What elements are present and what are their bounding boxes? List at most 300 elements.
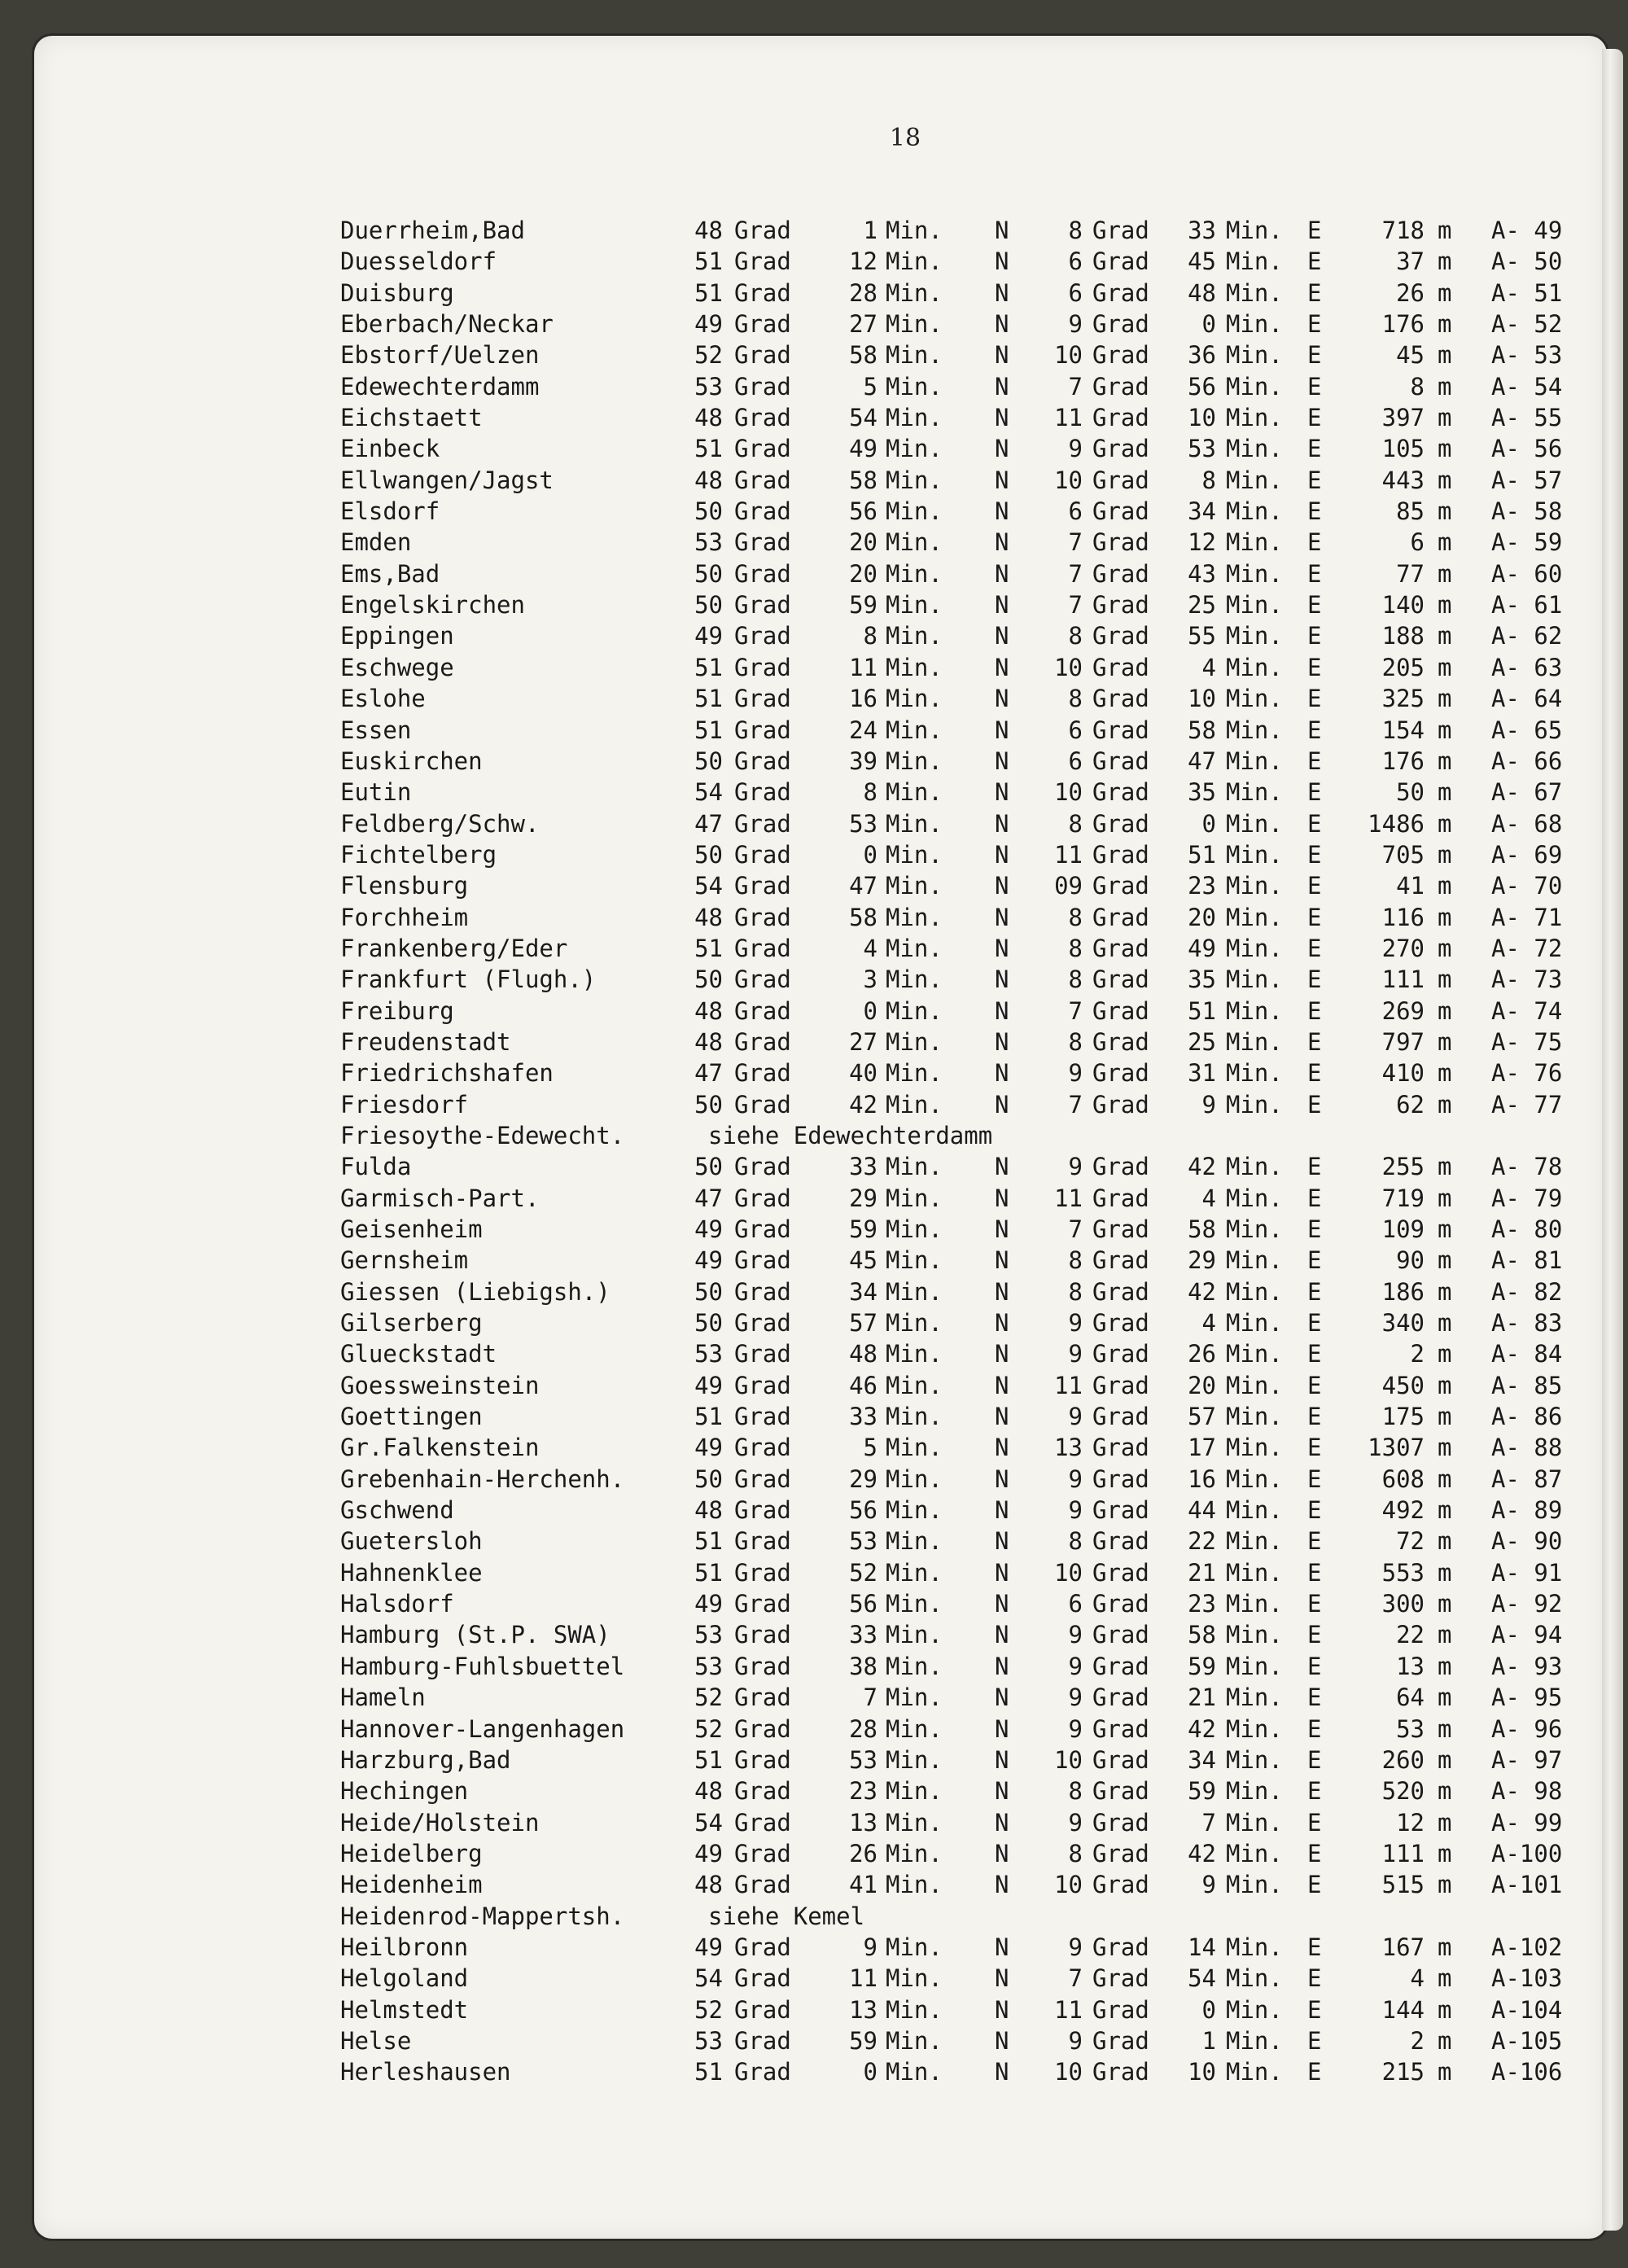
station-code: A- 86 [1491, 1403, 1563, 1431]
north-label: N [995, 1808, 1009, 1837]
min-label: Min. [1226, 934, 1283, 962]
station-name: Friesdorf [340, 1090, 469, 1119]
station-code: A- 88 [1491, 1434, 1563, 1462]
min-label: Min. [886, 1184, 943, 1212]
elevation-value: 1307 [1368, 1434, 1424, 1462]
longitude-minutes: 58 [1188, 1621, 1216, 1649]
north-label: N [995, 809, 1009, 838]
north-label: N [995, 217, 1009, 244]
min-label: Min. [1226, 404, 1283, 432]
grad-label: Grad [1092, 591, 1149, 620]
meter-label: m [1438, 1246, 1452, 1275]
grad-label: Grad [1092, 778, 1149, 807]
grad-label: Grad [1092, 809, 1149, 838]
latitude-degrees: 51 [694, 934, 723, 962]
elevation-value: 260 [1381, 1745, 1424, 1774]
table-row [34, 339, 1607, 370]
station-code: A- 64 [1491, 685, 1563, 713]
table-row [34, 1027, 1607, 1057]
longitude-degrees: 9 [1068, 1621, 1083, 1649]
table-row [34, 215, 1607, 246]
station-code: A- 49 [1491, 217, 1563, 244]
east-label: E [1307, 1871, 1322, 1899]
longitude-degrees: 9 [1068, 1808, 1083, 1837]
north-label: N [995, 1027, 1009, 1056]
elevation-value: 53 [1396, 1714, 1424, 1743]
min-label: Min. [1226, 1340, 1283, 1368]
meter-label: m [1438, 1933, 1452, 1961]
station-code: A- 68 [1491, 809, 1563, 838]
longitude-degrees: 6 [1068, 1590, 1083, 1618]
min-label: Min. [886, 1340, 943, 1368]
min-label: Min. [1226, 278, 1283, 307]
min-label: Min. [1226, 996, 1283, 1025]
meter-label: m [1438, 217, 1452, 244]
longitude-degrees: 8 [1068, 685, 1083, 713]
grad-label: Grad [1092, 1215, 1149, 1243]
min-label: Min. [1226, 1371, 1283, 1399]
table-row [34, 465, 1607, 496]
meter-label: m [1438, 466, 1452, 494]
longitude-degrees: 9 [1068, 1933, 1083, 1961]
latitude-minutes: 58 [849, 903, 877, 931]
north-label: N [995, 1714, 1009, 1743]
east-label: E [1307, 685, 1322, 713]
table-row [34, 1619, 1607, 1650]
north-label: N [995, 591, 1009, 620]
station-name: Engelskirchen [340, 591, 525, 620]
east-label: E [1307, 1527, 1322, 1556]
station-code: A- 92 [1491, 1590, 1563, 1618]
table-row [34, 1557, 1607, 1588]
meter-label: m [1438, 559, 1452, 588]
elevation-value: 167 [1381, 1933, 1424, 1961]
table-row [34, 1526, 1607, 1557]
north-label: N [995, 2026, 1009, 2055]
min-label: Min. [886, 1434, 943, 1462]
east-label: E [1307, 466, 1322, 494]
station-name: Heidenheim [340, 1871, 483, 1899]
min-label: Min. [1226, 1496, 1283, 1525]
min-label: Min. [1226, 1933, 1283, 1961]
station-name: Gschwend [340, 1496, 454, 1525]
latitude-minutes: 29 [849, 1465, 877, 1493]
min-label: Min. [1226, 1964, 1283, 1993]
min-label: Min. [1226, 1871, 1283, 1899]
latitude-degrees: 50 [694, 1465, 723, 1493]
longitude-degrees: 8 [1068, 903, 1083, 931]
longitude-minutes: 48 [1188, 278, 1216, 307]
grad-label: Grad [1092, 528, 1149, 557]
min-label: Min. [886, 1153, 943, 1181]
east-label: E [1307, 1403, 1322, 1431]
north-label: N [995, 435, 1009, 463]
min-label: Min. [886, 528, 943, 557]
latitude-minutes: 12 [849, 247, 877, 276]
longitude-degrees: 9 [1068, 1153, 1083, 1181]
latitude-minutes: 47 [849, 872, 877, 900]
meter-label: m [1438, 809, 1452, 838]
table-row [34, 777, 1607, 808]
north-label: N [995, 747, 1009, 775]
north-label: N [995, 1871, 1009, 1899]
north-label: N [995, 1059, 1009, 1088]
station-code: A- 83 [1491, 1309, 1563, 1338]
min-label: Min. [886, 2026, 943, 2055]
min-label: Min. [886, 1871, 943, 1899]
grad-label: Grad [734, 1465, 791, 1493]
grad-label: Grad [734, 965, 791, 994]
longitude-degrees: 9 [1068, 1059, 1083, 1088]
min-label: Min. [1226, 217, 1283, 244]
east-label: E [1307, 1371, 1322, 1399]
min-label: Min. [886, 1527, 943, 1556]
min-label: Min. [1226, 528, 1283, 557]
longitude-minutes: 0 [1201, 809, 1216, 838]
station-name: Heidenrod-Mappertsh. [340, 1902, 625, 1930]
longitude-degrees: 7 [1068, 1215, 1083, 1243]
station-name: Heidelberg [340, 1839, 483, 1867]
min-label: Min. [886, 1215, 943, 1243]
elevation-value: 6 [1410, 528, 1424, 557]
latitude-minutes: 59 [849, 2026, 877, 2055]
elevation-value: 90 [1396, 1246, 1424, 1275]
latitude-minutes: 53 [849, 1527, 877, 1556]
meter-label: m [1438, 872, 1452, 900]
grad-label: Grad [734, 1090, 791, 1119]
station-code: A- 65 [1491, 716, 1563, 744]
grad-label: Grad [734, 1964, 791, 1993]
east-label: E [1307, 778, 1322, 807]
grad-label: Grad [1092, 1621, 1149, 1649]
min-label: Min. [886, 840, 943, 869]
station-name: Hechingen [340, 1777, 469, 1806]
station-name: Feldberg/Schw. [340, 809, 540, 838]
grad-label: Grad [734, 1745, 791, 1774]
station-name: Euskirchen [340, 747, 483, 775]
elevation-value: 111 [1381, 1839, 1424, 1867]
meter-label: m [1438, 903, 1452, 931]
latitude-degrees: 53 [694, 1340, 723, 1368]
elevation-value: 111 [1381, 965, 1424, 994]
station-code: A- 70 [1491, 872, 1563, 900]
grad-label: Grad [1092, 934, 1149, 962]
grad-label: Grad [1092, 1246, 1149, 1275]
min-label: Min. [1226, 778, 1283, 807]
north-label: N [995, 372, 1009, 401]
min-label: Min. [1226, 1184, 1283, 1212]
north-label: N [995, 1777, 1009, 1806]
elevation-value: 144 [1381, 1995, 1424, 2024]
station-code: A- 97 [1491, 1745, 1563, 1774]
latitude-degrees: 50 [694, 965, 723, 994]
min-label: Min. [1226, 1090, 1283, 1119]
station-name: Heide/Holstein [340, 1808, 540, 1837]
longitude-minutes: 45 [1188, 247, 1216, 276]
meter-label: m [1438, 778, 1452, 807]
station-name: Eppingen [340, 622, 454, 650]
grad-label: Grad [734, 685, 791, 713]
latitude-degrees: 50 [694, 1277, 723, 1306]
longitude-minutes: 57 [1188, 1403, 1216, 1431]
longitude-degrees: 9 [1068, 1683, 1083, 1712]
latitude-degrees: 54 [694, 1808, 723, 1837]
min-label: Min. [886, 1745, 943, 1774]
station-name: Ems,Bad [340, 559, 440, 588]
table-row [34, 1307, 1607, 1338]
longitude-minutes: 55 [1188, 622, 1216, 650]
longitude-minutes: 29 [1188, 1246, 1216, 1275]
elevation-value: 116 [1381, 903, 1424, 931]
grad-label: Grad [734, 1215, 791, 1243]
table-row [34, 527, 1607, 558]
grad-label: Grad [734, 716, 791, 744]
latitude-degrees: 51 [694, 653, 723, 681]
table-row [34, 246, 1607, 277]
longitude-degrees: 6 [1068, 247, 1083, 276]
table-row [34, 839, 1607, 870]
grad-label: Grad [1092, 2058, 1149, 2086]
station-code: A- 56 [1491, 435, 1563, 463]
north-label: N [995, 1527, 1009, 1556]
min-label: Min. [886, 965, 943, 994]
station-code: A- 93 [1491, 1652, 1563, 1680]
latitude-degrees: 49 [694, 1590, 723, 1618]
latitude-minutes: 13 [849, 1808, 877, 1837]
east-label: E [1307, 716, 1322, 744]
table-row [34, 2025, 1607, 2056]
elevation-value: 50 [1396, 778, 1424, 807]
latitude-degrees: 51 [694, 435, 723, 463]
longitude-minutes: 22 [1188, 1527, 1216, 1556]
elevation-value: 492 [1381, 1496, 1424, 1525]
elevation-value: 340 [1381, 1309, 1424, 1338]
station-code: A- 94 [1491, 1621, 1563, 1649]
north-label: N [995, 404, 1009, 432]
min-label: Min. [886, 435, 943, 463]
longitude-minutes: 4 [1201, 1309, 1216, 1338]
north-label: N [995, 1621, 1009, 1649]
latitude-minutes: 11 [849, 1964, 877, 1993]
latitude-degrees: 49 [694, 1371, 723, 1399]
east-label: E [1307, 809, 1322, 838]
east-label: E [1307, 1434, 1322, 1462]
latitude-minutes: 1 [863, 217, 877, 244]
min-label: Min. [886, 341, 943, 370]
cross-reference-note: siehe Kemel [708, 1902, 865, 1930]
longitude-degrees: 13 [1054, 1434, 1083, 1462]
grad-label: Grad [1092, 1590, 1149, 1618]
grad-label: Grad [734, 1277, 791, 1306]
longitude-minutes: 35 [1188, 778, 1216, 807]
meter-label: m [1438, 622, 1452, 650]
station-code: A- 54 [1491, 372, 1563, 401]
longitude-minutes: 23 [1188, 872, 1216, 900]
meter-label: m [1438, 1558, 1452, 1587]
longitude-minutes: 56 [1188, 372, 1216, 401]
meter-label: m [1438, 278, 1452, 307]
north-label: N [995, 778, 1009, 807]
meter-label: m [1438, 1995, 1452, 2024]
longitude-minutes: 47 [1188, 747, 1216, 775]
station-code: A- 98 [1491, 1777, 1563, 1806]
east-label: E [1307, 2058, 1322, 2086]
min-label: Min. [886, 2058, 943, 2086]
grad-label: Grad [734, 310, 791, 339]
meter-label: m [1438, 1465, 1452, 1493]
longitude-degrees: 8 [1068, 622, 1083, 650]
station-name: Fulda [340, 1153, 412, 1181]
station-code: A- 87 [1491, 1465, 1563, 1493]
table-row [34, 402, 1607, 433]
min-label: Min. [1226, 1153, 1283, 1181]
latitude-degrees: 51 [694, 278, 723, 307]
table-row [34, 496, 1607, 527]
elevation-value: 553 [1381, 1558, 1424, 1587]
min-label: Min. [1226, 1277, 1283, 1306]
north-label: N [995, 1590, 1009, 1618]
east-label: E [1307, 934, 1322, 962]
longitude-degrees: 9 [1068, 1309, 1083, 1338]
min-label: Min. [1226, 1995, 1283, 2024]
latitude-minutes: 9 [863, 1933, 877, 1961]
min-label: Min. [886, 1090, 943, 1119]
table-row [34, 1994, 1607, 2025]
latitude-minutes: 58 [849, 341, 877, 370]
min-label: Min. [886, 559, 943, 588]
min-label: Min. [886, 903, 943, 931]
latitude-degrees: 52 [694, 1714, 723, 1743]
station-name: Frankfurt (Flugh.) [340, 965, 597, 994]
east-label: E [1307, 747, 1322, 775]
north-label: N [995, 965, 1009, 994]
east-label: E [1307, 1745, 1322, 1774]
min-label: Min. [886, 466, 943, 494]
east-label: E [1307, 1184, 1322, 1212]
meter-label: m [1438, 247, 1452, 276]
grad-label: Grad [734, 872, 791, 900]
longitude-degrees: 11 [1054, 1995, 1083, 2024]
station-name: Helmstedt [340, 1995, 469, 2024]
station-name: Giessen (Liebigsh.) [340, 1277, 610, 1306]
min-label: Min. [1226, 310, 1283, 339]
page-edge [1602, 49, 1623, 2231]
station-code: A- 73 [1491, 965, 1563, 994]
table-row [34, 1932, 1607, 1963]
grad-label: Grad [1092, 1995, 1149, 2024]
station-name: Duisburg [340, 278, 454, 307]
min-label: Min. [1226, 1558, 1283, 1587]
grad-label: Grad [1092, 1371, 1149, 1399]
latitude-minutes: 33 [849, 1621, 877, 1649]
grad-label: Grad [734, 1371, 791, 1399]
east-label: E [1307, 310, 1322, 339]
station-code: A- 74 [1491, 996, 1563, 1025]
meter-label: m [1438, 1153, 1452, 1181]
longitude-degrees: 10 [1054, 1558, 1083, 1587]
longitude-minutes: 54 [1188, 1964, 1216, 1993]
latitude-degrees: 48 [694, 903, 723, 931]
station-name: Emden [340, 528, 412, 557]
latitude-degrees: 52 [694, 1995, 723, 2024]
north-label: N [995, 466, 1009, 494]
longitude-degrees: 10 [1054, 2058, 1083, 2086]
latitude-degrees: 48 [694, 404, 723, 432]
grad-label: Grad [1092, 653, 1149, 681]
table-row [34, 902, 1607, 933]
latitude-minutes: 33 [849, 1153, 877, 1181]
grad-label: Grad [1092, 217, 1149, 244]
grad-label: Grad [734, 1027, 791, 1056]
min-label: Min. [1226, 1246, 1283, 1275]
station-name: Ellwangen/Jagst [340, 466, 554, 494]
latitude-degrees: 51 [694, 716, 723, 744]
min-label: Min. [1226, 466, 1283, 494]
station-code: A- 53 [1491, 341, 1563, 370]
min-label: Min. [1226, 903, 1283, 931]
longitude-degrees: 8 [1068, 1527, 1083, 1556]
grad-label: Grad [1092, 747, 1149, 775]
east-label: E [1307, 1839, 1322, 1867]
station-code: A- 78 [1491, 1153, 1563, 1181]
meter-label: m [1438, 497, 1452, 526]
east-label: E [1307, 341, 1322, 370]
latitude-minutes: 29 [849, 1184, 877, 1212]
longitude-minutes: 10 [1188, 685, 1216, 713]
station-name: Goettingen [340, 1403, 483, 1431]
meter-label: m [1438, 1839, 1452, 1867]
grad-label: Grad [734, 1871, 791, 1899]
grad-label: Grad [734, 1933, 791, 1961]
meter-label: m [1438, 1745, 1452, 1774]
min-label: Min. [886, 1027, 943, 1056]
elevation-value: 13 [1396, 1652, 1424, 1680]
grad-label: Grad [734, 2058, 791, 2086]
latitude-minutes: 0 [863, 2058, 877, 2086]
longitude-minutes: 12 [1188, 528, 1216, 557]
north-label: N [995, 1683, 1009, 1712]
meter-label: m [1438, 996, 1452, 1025]
grad-label: Grad [1092, 840, 1149, 869]
east-label: E [1307, 497, 1322, 526]
latitude-minutes: 11 [849, 653, 877, 681]
grad-label: Grad [734, 996, 791, 1025]
meter-label: m [1438, 934, 1452, 962]
grad-label: Grad [1092, 1777, 1149, 1806]
meter-label: m [1438, 1340, 1452, 1368]
station-name: Eschwege [340, 653, 454, 681]
latitude-minutes: 5 [863, 1434, 877, 1462]
longitude-degrees: 8 [1068, 217, 1083, 244]
grad-label: Grad [734, 278, 791, 307]
station-code: A- 85 [1491, 1371, 1563, 1399]
latitude-minutes: 28 [849, 1714, 877, 1743]
cross-reference-note: siehe Edewechterdamm [708, 1121, 993, 1149]
east-label: E [1307, 1933, 1322, 1961]
latitude-minutes: 56 [849, 1496, 877, 1525]
min-label: Min. [886, 591, 943, 620]
meter-label: m [1438, 840, 1452, 869]
station-code: A- 82 [1491, 1277, 1563, 1306]
grad-label: Grad [734, 528, 791, 557]
min-label: Min. [1226, 1714, 1283, 1743]
latitude-minutes: 46 [849, 1371, 877, 1399]
latitude-minutes: 4 [863, 934, 877, 962]
grad-label: Grad [1092, 466, 1149, 494]
east-label: E [1307, 1246, 1322, 1275]
min-label: Min. [886, 1309, 943, 1338]
table-row [34, 1963, 1607, 1994]
